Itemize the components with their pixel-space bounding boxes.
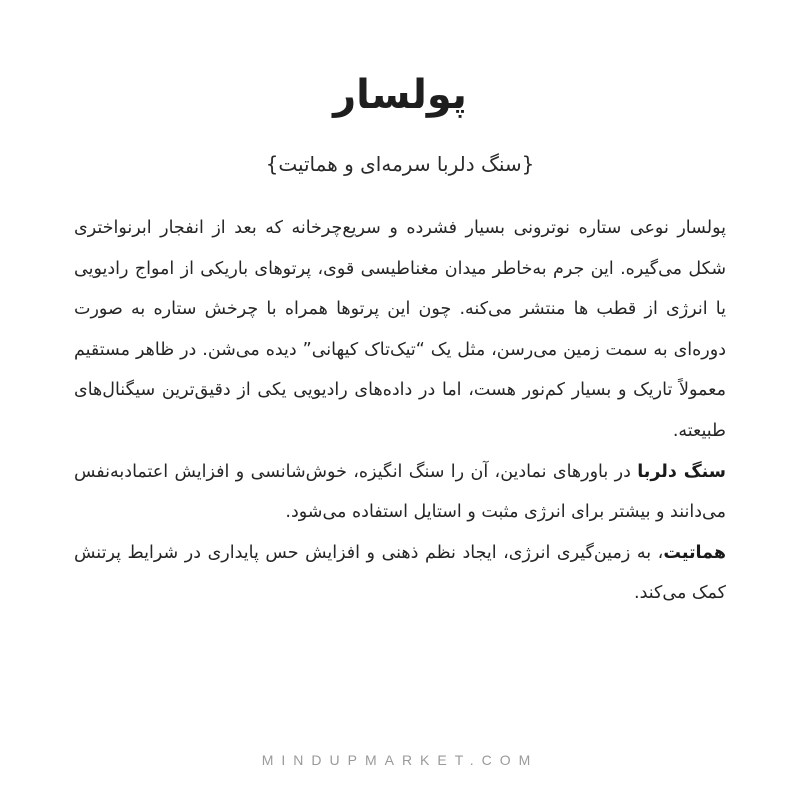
page-subtitle: {سنگ دلربا سرمه‌ای و هماتیت}: [265, 152, 535, 176]
article-body: [74, 208, 726, 614]
hematite-text: ، به زمین‌گیری انرژی، ایجاد نظم ذهنی و افزایش حس پایداری در شرایط پرتنش کمک می‌کند.: [74, 542, 726, 604]
page-title: پولسار: [333, 72, 467, 118]
dilruba-stone-text: در باورهای نمادین، آن را سنگ انگیزه، خوش‌شانسی و افزایش اعتمادبه‌نفس می‌دانند و بیشتر برای انرژی مثبت و استایل استفاده می‌شود.: [74, 461, 726, 523]
paragraph-hematite: [74, 533, 726, 614]
dilruba-stone-heading: سنگ دلربا: [637, 461, 726, 482]
hematite-heading: هماتیت: [663, 542, 726, 563]
paragraph-dilruba-stone: [74, 452, 726, 533]
paragraph-pulsar-description: پولسار نوعی ستاره نوترونی بسیار فشرده و سریع‌چرخانه که بعد از انفجار ابرنواختری شکل می‌گیره. این جرم به‌خاطر میدان مغناطیسی قوی، پرتوهای باریکی از امواج رادیویی یا انرژی از قطب ها منتشر می‌کنه. چون این پرتوها همراه با چرخش ستاره به صورت دوره‌ای به سمت زمین می‌رسن، مثل یک “تیک‌تاک کیهانی” دیده می‌شن. در ظاهر مستقیم معمولاً تاریک و بسیار کم‌نور هست، اما در داده‌های رادیویی یکی از دقیق‌ترین سیگنال‌های طبیعته.: [74, 218, 726, 441]
footer-website: MINDUPMARKET.COM: [261, 752, 539, 768]
